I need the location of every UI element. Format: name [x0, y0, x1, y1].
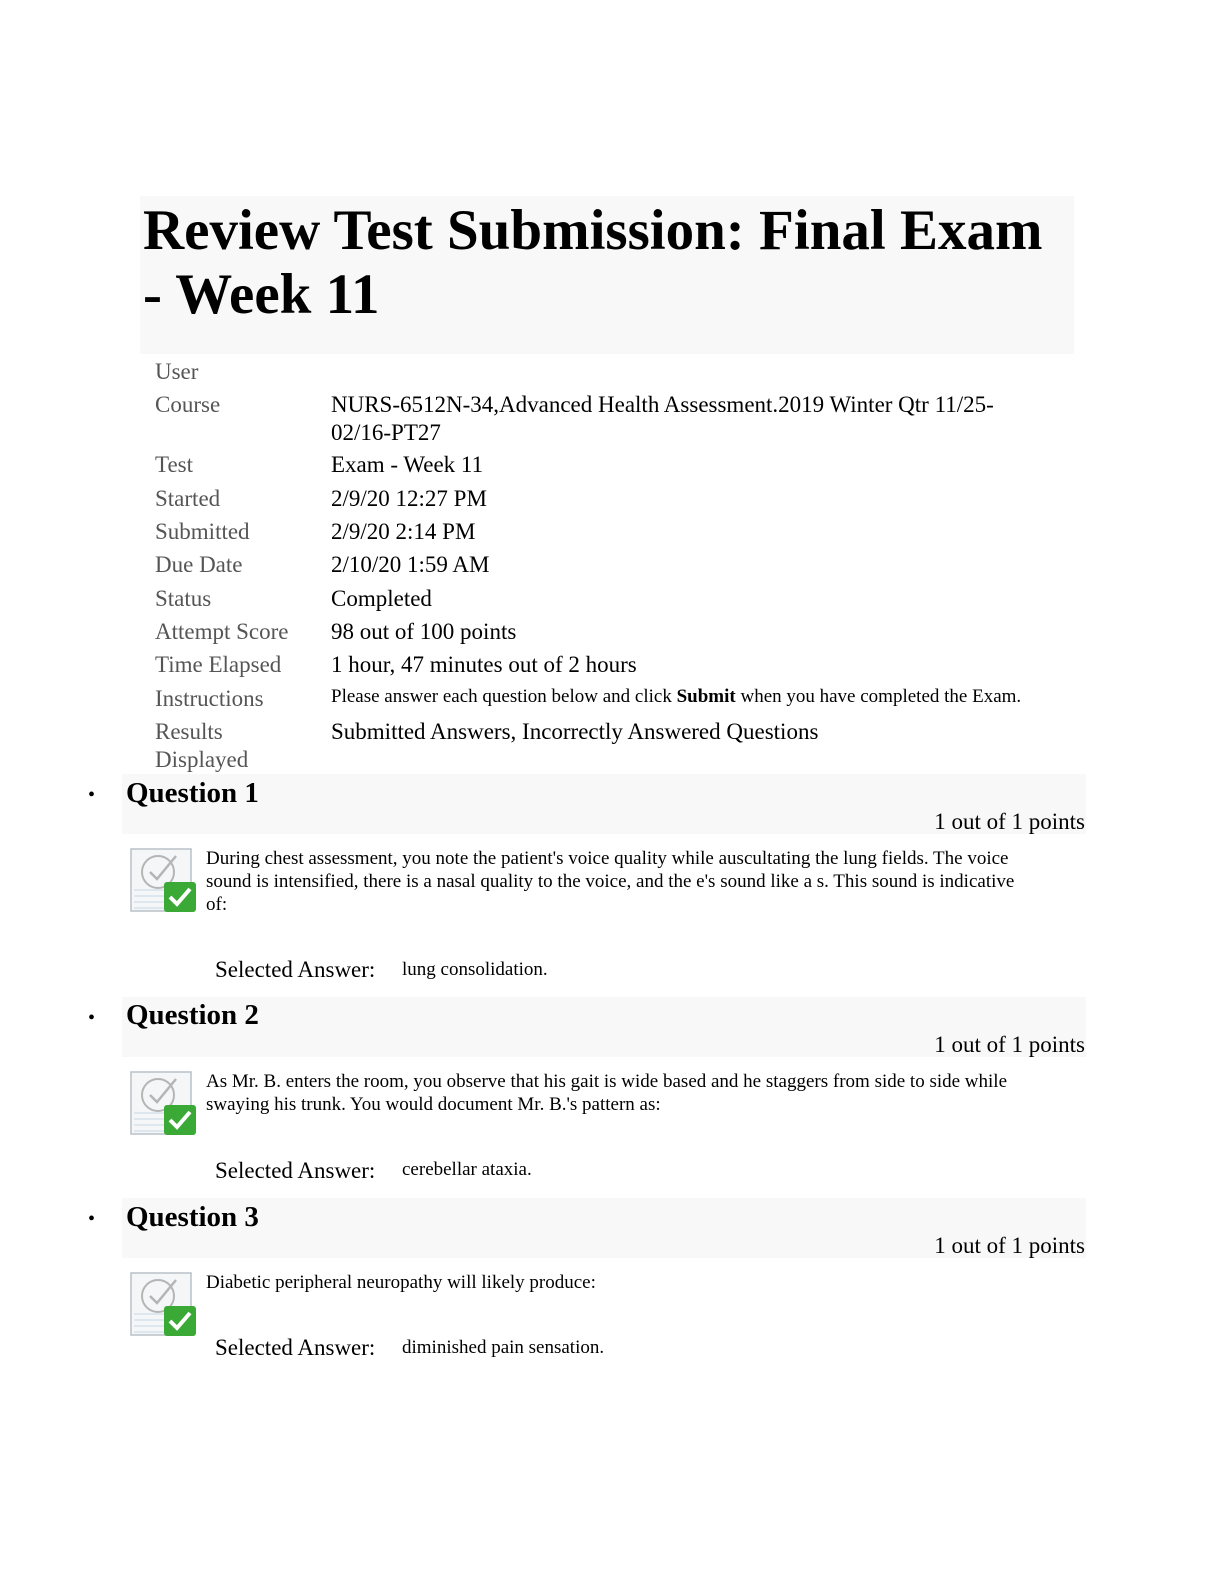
bullet-icon: •: [88, 784, 96, 806]
bullet-icon: •: [88, 1208, 96, 1230]
selected-answer-value: diminished pain sensation.: [402, 1337, 605, 1358]
question-text: During chest assessment, you note the patient's voice quality while auscultating the lung fields. The voice sound is intensified, there is a nasal quality to the voice, and the e's sound like a s. This sound is indicative of:: [206, 848, 1015, 915]
detail-label-results-displayed: Results Displayed: [155, 719, 249, 772]
detail-label-course: Course: [155, 392, 221, 417]
question-text: As Mr. B. enters the room, you observe that his gait is wide based and he staggers from side to side while swaying his trunk. You would document Mr. B.'s pattern as:: [206, 1071, 1008, 1115]
instructions-text-before: Please answer each question below and click: [331, 686, 677, 707]
question-text: Diabetic peripheral neuropathy will likely produce:: [206, 1272, 596, 1293]
detail-label-attempt-score: Attempt Score: [155, 619, 289, 644]
instructions-text-after: when you have completed the Exam.: [735, 686, 1022, 707]
selected-answer-label: Selected Answer:: [215, 957, 376, 982]
question-points: 1 out of 1 points: [934, 809, 1085, 834]
detail-label-submitted: Submitted: [155, 519, 250, 544]
detail-value-course: NURS-6512N-34,Advanced Health Assessment.2019 Winter Qtr 11/25-02/16-PT27: [331, 392, 994, 445]
correct-checkmark-icon: [128, 1069, 200, 1137]
question-title: Question 3: [126, 1201, 259, 1233]
question-points: 1 out of 1 points: [934, 1032, 1085, 1057]
detail-label-started: Started: [155, 486, 221, 511]
bullet-icon: •: [88, 1007, 96, 1029]
detail-value-instructions: [331, 683, 1051, 711]
detail-label-instructions: Instructions: [155, 686, 264, 711]
detail-label-due-date: Due Date: [155, 552, 243, 577]
selected-answer-label: Selected Answer:: [215, 1335, 376, 1360]
question-points: 1 out of 1 points: [934, 1233, 1085, 1258]
page-header: [140, 196, 1074, 354]
detail-label-test: Test: [155, 452, 193, 477]
detail-value-results-displayed: Submitted Answers, Incorrectly Answered Questions: [331, 719, 819, 744]
selected-answer-value: lung consolidation.: [402, 959, 548, 980]
detail-value-status: Completed: [331, 586, 432, 611]
detail-value-test: Exam - Week 11: [331, 452, 484, 477]
detail-value-attempt-score: 98 out of 100 points: [331, 619, 517, 644]
correct-checkmark-icon: [128, 1270, 200, 1338]
selected-answer-label: Selected Answer:: [215, 1158, 376, 1183]
instructions-submit-word: Submit: [676, 686, 736, 707]
detail-label-user: User: [155, 359, 199, 384]
detail-value-submitted: 2/9/20 2:14 PM: [331, 519, 476, 544]
question-title: Question 1: [126, 777, 259, 809]
selected-answer-value: cerebellar ataxia.: [402, 1159, 532, 1180]
question-title: Question 2: [126, 999, 259, 1031]
detail-value-time-elapsed: 1 hour, 47 minutes out of 2 hours: [331, 652, 637, 677]
correct-checkmark-icon: [128, 846, 200, 914]
detail-label-status: Status: [155, 586, 212, 611]
detail-label-time-elapsed: Time Elapsed: [155, 652, 282, 677]
detail-value-started: 2/9/20 12:27 PM: [331, 486, 487, 511]
page-title: Review Test Submission: Final Exam - Week 11: [143, 199, 1043, 326]
detail-value-due-date: 2/10/20 1:59 AM: [331, 552, 490, 577]
